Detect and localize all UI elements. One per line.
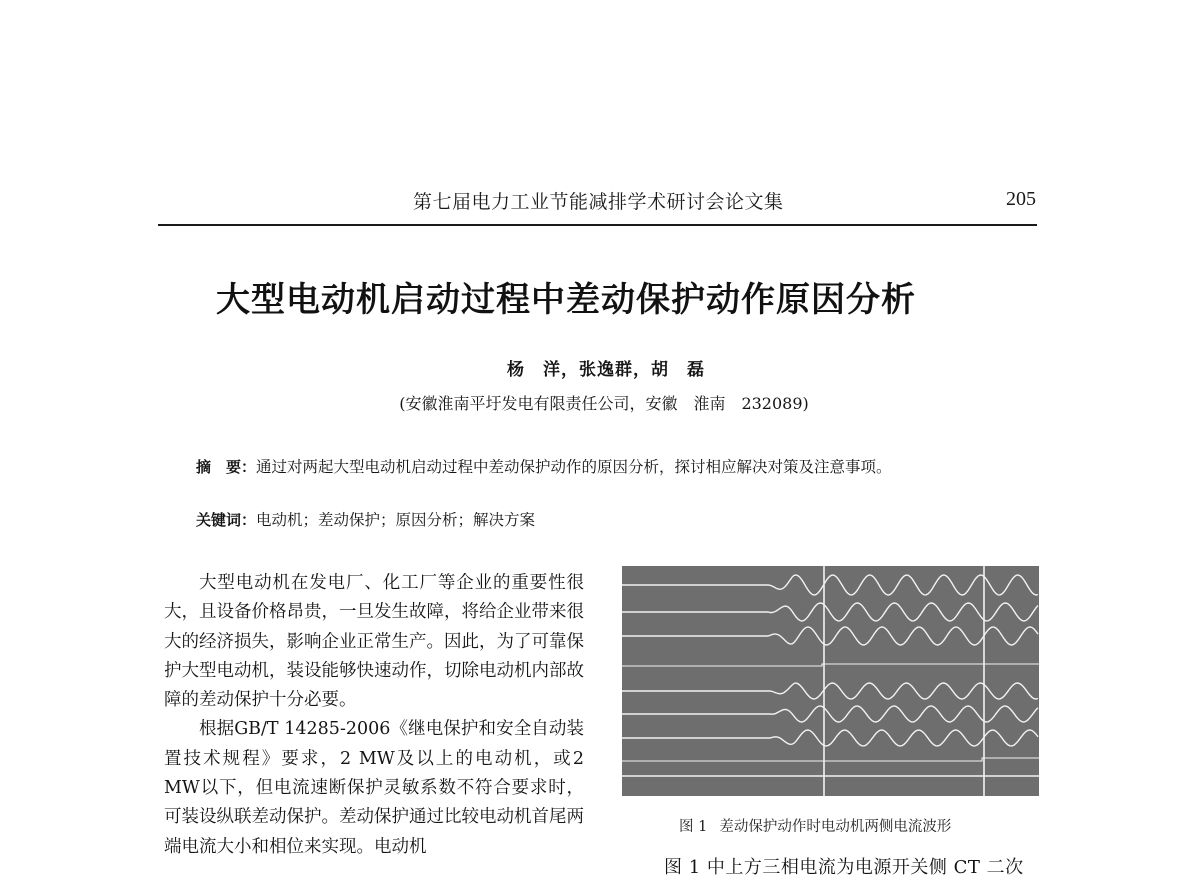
waveform-trace-3: [622, 627, 1038, 645]
figure-number: 图 1: [679, 819, 708, 835]
waveform-figure: [622, 566, 1039, 796]
waveform-plot: [622, 566, 1039, 796]
figure-caption-text: 差动保护动作时电动机两侧电流波形: [719, 819, 952, 835]
abstract-text: 通过对两起大型电动机启动过程中差动保护动作的原因分析，探讨相应解决对策及注意事项。: [256, 458, 892, 476]
keywords-label: 关键词：: [196, 511, 257, 529]
waveform-step-2: [622, 758, 1039, 761]
waveform-trace-2: [622, 603, 1038, 621]
body-column-left: [164, 569, 584, 862]
abstract-label: 摘 要：: [196, 458, 257, 476]
keywords: [196, 509, 1011, 531]
page-number: 205: [1006, 188, 1036, 210]
body-paragraph-1: 大型电动机在发电厂、化工厂等企业的重要性很大，且设备价格昂贵，一旦发生故障，将给企业带来很大的经济损失，影响企业正常生产。因此，为了可靠保护大型电动机，装设能够快速动作，切除电动机内部故障的差动保护十分必要。: [164, 573, 584, 711]
keywords-text: 电动机；差动保护；原因分析；解决方案: [256, 511, 536, 529]
body-paragraph-2: 根据GB/T 14285-2006《继电保护和安全自动装置技术规程》要求，2 MW及以上的电动机，或2 MW以下，但电流速断保护灵敏系数不符合要求时，可装设纵联差动保护。差动保护通过比较电动机首尾两端电流大小和相位来实现。电动机: [164, 719, 584, 857]
affiliation: (安徽淮南平圩发电有限责任公司，安徽 淮南 232089): [399, 394, 809, 413]
figure-caption: [679, 815, 951, 836]
article-title: 大型电动机启动过程中差动保护动作原因分析: [216, 280, 916, 320]
waveform-trace-5: [622, 706, 1038, 722]
right-column-text: 图 1 中上方三相电流为电源开关侧 CT 二次: [664, 857, 1024, 878]
waveform-trace-1: [622, 575, 1038, 595]
abstract: [196, 453, 1011, 481]
running-head: 第七届电力工业节能减排学术研讨会论文集: [413, 191, 784, 213]
authors: 杨 洋，张逸群，胡 磊: [507, 360, 705, 380]
waveform-step-1: [622, 664, 1039, 666]
waveform-trace-4: [622, 683, 1038, 699]
header-rule: [158, 224, 1037, 226]
waveform-trace-6: [622, 730, 1038, 746]
